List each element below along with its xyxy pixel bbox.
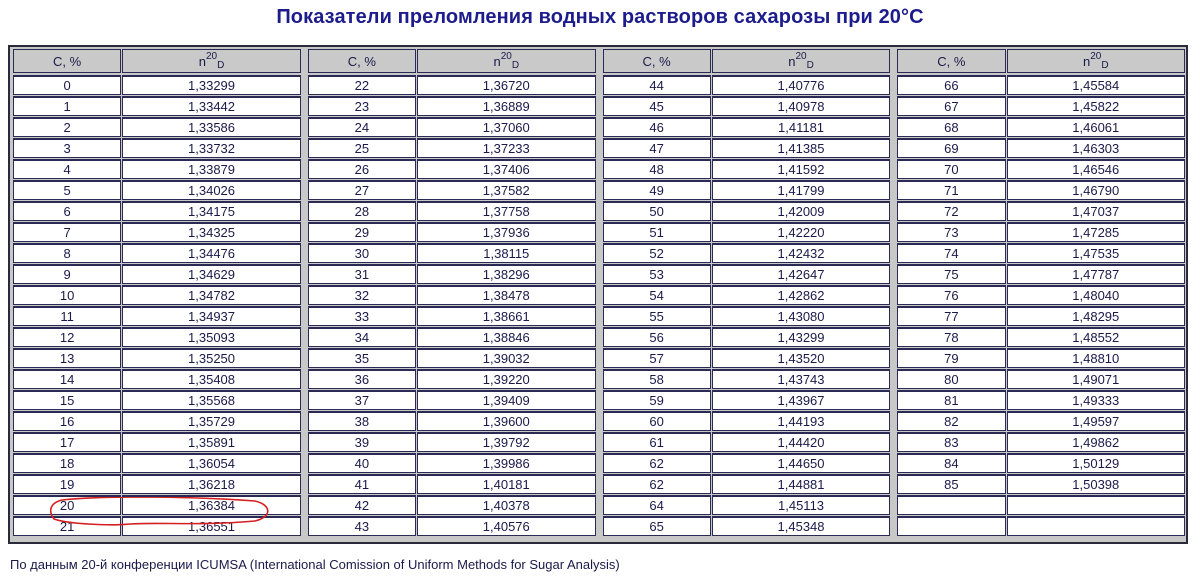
- concentration-cell: 64: [603, 495, 711, 515]
- table-row: [603, 284, 892, 305]
- table-row: [603, 494, 892, 515]
- refractive-index-cell: 1,35568: [122, 390, 300, 410]
- refractive-index-cell: 1,48810: [1007, 348, 1185, 368]
- table-row: [603, 347, 892, 368]
- concentration-cell: 18: [13, 453, 121, 473]
- concentration-cell: 81: [897, 390, 1005, 410]
- page-title: Показатели преломления водных растворов сахарозы при 20°C: [276, 6, 924, 28]
- table-row: [603, 326, 892, 347]
- header-symbol-subscript: D: [1101, 59, 1109, 71]
- concentration-cell: 70: [897, 159, 1005, 179]
- concentration-cell: 72: [897, 201, 1005, 221]
- table-header-row: [603, 47, 892, 74]
- refractive-index-cell: 1,46303: [1007, 138, 1185, 158]
- header-symbol-subscript: D: [806, 59, 814, 71]
- table-header-row: [897, 47, 1186, 74]
- table-row: [13, 284, 302, 305]
- concentration-cell: 28: [308, 201, 416, 221]
- refractive-index-cell: 1,42862: [712, 285, 890, 305]
- concentration-cell: 56: [603, 327, 711, 347]
- concentration-cell: 25: [308, 138, 416, 158]
- header-symbol-n: n: [1082, 53, 1091, 69]
- table-row: [13, 116, 302, 137]
- table-row: [308, 368, 597, 389]
- table-row: [897, 305, 1186, 326]
- refractive-index-cell: 1,36551: [122, 516, 300, 536]
- concentration-cell: 15: [13, 390, 121, 410]
- concentration-cell: 12: [13, 327, 121, 347]
- table-row: [308, 137, 597, 158]
- concentration-cell: 59: [603, 390, 711, 410]
- table-row: [308, 326, 597, 347]
- header-symbol-subscript: D: [511, 59, 520, 71]
- refractive-index-cell: 1,48552: [1007, 327, 1185, 347]
- refractive-index-cell: 1,40181: [417, 474, 595, 494]
- refractive-index-cell: 1,45822: [1007, 96, 1185, 116]
- table-row: [308, 389, 597, 410]
- concentration-cell: 45: [603, 96, 711, 116]
- refractive-index-cell: 1,35891: [122, 432, 300, 452]
- table-row: [308, 263, 597, 284]
- concentration-cell: 75: [897, 264, 1005, 284]
- concentration-cell: 76: [897, 285, 1005, 305]
- concentration-cell: 37: [308, 390, 416, 410]
- refractive-index-cell: 1,35729: [122, 411, 300, 431]
- table-row: [308, 494, 597, 515]
- refractive-index-cell: 1,37758: [417, 201, 595, 221]
- source-footnote: По данным 20-й конференции ICUMSA (International Comission of Uniform Methods for Sugar Analysis): [10, 557, 620, 572]
- table-row: [897, 74, 1186, 95]
- table-row: [897, 95, 1186, 116]
- table-group-1: [13, 47, 302, 542]
- table-row: [897, 452, 1186, 473]
- table-row: [897, 221, 1186, 242]
- refractive-index-cell: 1,38846: [417, 327, 595, 347]
- refractive-index-cell: 1,35093: [122, 327, 300, 347]
- concentration-cell: 5: [13, 180, 121, 200]
- table-row: [603, 431, 892, 452]
- table-row: [897, 410, 1186, 431]
- table-row: [308, 410, 597, 431]
- header-symbol-n: n: [493, 53, 501, 69]
- concentration-cell: 22: [308, 75, 416, 95]
- column-header-concentration: C, %: [897, 49, 1005, 73]
- refractive-index-cell: 1,44420: [712, 432, 890, 452]
- header-symbol-n: n: [788, 53, 796, 69]
- refractive-index-cell: 1,42009: [712, 201, 890, 221]
- concentration-cell: 23: [308, 96, 416, 116]
- table-row: [13, 221, 302, 242]
- header-symbol-superscript: 20: [500, 50, 512, 62]
- concentration-cell: 82: [897, 411, 1005, 431]
- concentration-cell: 65: [603, 516, 711, 536]
- concentration-cell: 58: [603, 369, 711, 389]
- refractive-index-cell: 1,34026: [122, 180, 300, 200]
- column-header-concentration: C, %: [603, 49, 711, 73]
- refractive-index-cell: 1,36889: [417, 96, 595, 116]
- table-row: [603, 263, 892, 284]
- table-row: [13, 347, 302, 368]
- refractive-index-cell: 1,43520: [712, 348, 890, 368]
- table-row: [308, 284, 597, 305]
- table-row: [308, 242, 597, 263]
- concentration-cell: 77: [897, 306, 1005, 326]
- refractive-index-cell: 1,46790: [1007, 180, 1185, 200]
- table-row: [603, 473, 892, 494]
- refractive-index-cell: 1,45584: [1007, 75, 1185, 95]
- concentration-cell: 62: [603, 474, 711, 494]
- concentration-cell: 66: [897, 75, 1005, 95]
- refractive-index-cell: 1,39792: [417, 432, 595, 452]
- refractive-index-cell: 1,40776: [712, 75, 890, 95]
- concentration-cell: 17: [13, 432, 121, 452]
- concentration-cell: 48: [603, 159, 711, 179]
- header-symbol-n: n: [198, 53, 206, 69]
- refractive-index-cell: 1,33732: [122, 138, 300, 158]
- header-symbol-subscript: D: [217, 59, 225, 71]
- concentration-cell: 6: [13, 201, 121, 221]
- refractive-index-cell: 1,47787: [1007, 264, 1185, 284]
- refractive-index-cell: 1,40576: [417, 516, 595, 536]
- table-row: [308, 116, 597, 137]
- concentration-cell: 53: [603, 264, 711, 284]
- refractive-index-cell: 1,44650: [712, 453, 890, 473]
- concentration-cell: 74: [897, 243, 1005, 263]
- table-row: [603, 368, 892, 389]
- refractive-index-cell: 1,45348: [712, 516, 890, 536]
- table-row: [603, 515, 892, 536]
- concentration-cell: 29: [308, 222, 416, 242]
- table-row: [897, 137, 1186, 158]
- table-row: [308, 200, 597, 221]
- table-row: [308, 347, 597, 368]
- refractive-index-cell: 1,46546: [1007, 159, 1185, 179]
- concentration-cell: 7: [13, 222, 121, 242]
- concentration-cell: 24: [308, 117, 416, 137]
- concentration-cell: 78: [897, 327, 1005, 347]
- refractive-index-cell: 1,36218: [122, 474, 300, 494]
- refractive-index-cell: 1,39986: [417, 453, 595, 473]
- concentration-cell: 4: [13, 159, 121, 179]
- table-row: [603, 410, 892, 431]
- table-row: [308, 158, 597, 179]
- table-row: [308, 473, 597, 494]
- table-group-4: [897, 47, 1186, 542]
- refractive-index-cell: 1,43743: [712, 369, 890, 389]
- concentration-cell: 41: [308, 474, 416, 494]
- refractive-index-cell: 1,47285: [1007, 222, 1185, 242]
- table-row: [13, 95, 302, 116]
- table-group-2: [308, 47, 597, 542]
- table-row: [603, 74, 892, 95]
- refractive-index-cell: 1,44193: [712, 411, 890, 431]
- table-row: [603, 389, 892, 410]
- refractive-index-cell: 1,38478: [417, 285, 595, 305]
- concentration-cell: 19: [13, 474, 121, 494]
- refractive-index-cell: [1007, 516, 1185, 536]
- table-row: [603, 95, 892, 116]
- refractive-index-cell: 1,43299: [712, 327, 890, 347]
- concentration-cell: 61: [603, 432, 711, 452]
- concentration-cell: 68: [897, 117, 1005, 137]
- refractive-index-cell: 1,49862: [1007, 432, 1185, 452]
- concentration-cell: 49: [603, 180, 711, 200]
- concentration-cell: [897, 516, 1005, 536]
- refractive-index-cell: 1,47535: [1007, 243, 1185, 263]
- concentration-cell: 11: [13, 306, 121, 326]
- concentration-cell: 47: [603, 138, 711, 158]
- refraction-table: [8, 45, 1188, 544]
- table-header-row: [13, 47, 302, 74]
- concentration-cell: 21: [13, 516, 121, 536]
- concentration-cell: 26: [308, 159, 416, 179]
- refractive-index-cell: 1,39409: [417, 390, 595, 410]
- concentration-cell: 67: [897, 96, 1005, 116]
- concentration-cell: 33: [308, 306, 416, 326]
- concentration-cell: 2: [13, 117, 121, 137]
- concentration-cell: 40: [308, 453, 416, 473]
- table-row: [897, 242, 1186, 263]
- column-header-refractive-index: [712, 49, 890, 73]
- concentration-cell: 42: [308, 495, 416, 515]
- table-row: [13, 494, 302, 515]
- table-row: [13, 242, 302, 263]
- concentration-cell: 32: [308, 285, 416, 305]
- table-row: [13, 431, 302, 452]
- concentration-cell: 84: [897, 453, 1005, 473]
- refractive-index-cell: 1,41385: [712, 138, 890, 158]
- concentration-cell: 46: [603, 117, 711, 137]
- refractive-index-cell: 1,36384: [122, 495, 300, 515]
- refractive-index-cell: 1,35408: [122, 369, 300, 389]
- column-header-refractive-index: [122, 49, 300, 73]
- refractive-index-cell: 1,49071: [1007, 369, 1185, 389]
- header-symbol-superscript: 20: [1090, 50, 1102, 62]
- concentration-cell: 31: [308, 264, 416, 284]
- refractive-index-cell: 1,41799: [712, 180, 890, 200]
- column-header-concentration: C, %: [13, 49, 121, 73]
- refractive-index-cell: 1,39032: [417, 348, 595, 368]
- refractive-index-cell: 1,33879: [122, 159, 300, 179]
- refractive-index-cell: 1,39600: [417, 411, 595, 431]
- concentration-cell: 30: [308, 243, 416, 263]
- refractive-index-cell: 1,41592: [712, 159, 890, 179]
- refractive-index-cell: 1,34629: [122, 264, 300, 284]
- refractive-index-cell: 1,47037: [1007, 201, 1185, 221]
- table-row: [603, 305, 892, 326]
- refractive-index-cell: 1,45113: [712, 495, 890, 515]
- refractive-index-cell: 1,37582: [417, 180, 595, 200]
- refractive-index-cell: 1,33299: [122, 75, 300, 95]
- table-row: [308, 305, 597, 326]
- concentration-cell: 80: [897, 369, 1005, 389]
- refractive-index-cell: 1,49333: [1007, 390, 1185, 410]
- table-row: [13, 200, 302, 221]
- concentration-cell: 55: [603, 306, 711, 326]
- concentration-cell: 52: [603, 243, 711, 263]
- concentration-cell: 54: [603, 285, 711, 305]
- concentration-cell: 35: [308, 348, 416, 368]
- refractive-index-cell: 1,42432: [712, 243, 890, 263]
- table-row: [897, 263, 1186, 284]
- concentration-cell: 9: [13, 264, 121, 284]
- refractive-index-cell: 1,50129: [1007, 453, 1185, 473]
- refractive-index-cell: 1,40978: [712, 96, 890, 116]
- table-row: [308, 452, 597, 473]
- refractive-index-cell: 1,34175: [122, 201, 300, 221]
- refractive-index-cell: 1,37233: [417, 138, 595, 158]
- table-row: [603, 242, 892, 263]
- table-group-3: [603, 47, 892, 542]
- refractive-index-cell: 1,35250: [122, 348, 300, 368]
- table-row: [308, 95, 597, 116]
- table-row: [603, 221, 892, 242]
- table-row: [603, 158, 892, 179]
- table-row: [308, 74, 597, 95]
- concentration-cell: 44: [603, 75, 711, 95]
- table-row: [897, 116, 1186, 137]
- concentration-cell: 14: [13, 369, 121, 389]
- table-row: [13, 368, 302, 389]
- concentration-cell: 85: [897, 474, 1005, 494]
- table-row: [897, 494, 1186, 515]
- table-row: [308, 221, 597, 242]
- column-header-concentration: C, %: [308, 49, 416, 73]
- concentration-cell: 57: [603, 348, 711, 368]
- refractive-index-cell: 1,36720: [417, 75, 595, 95]
- concentration-cell: 69: [897, 138, 1005, 158]
- table-row: [897, 347, 1186, 368]
- table-row: [603, 200, 892, 221]
- refractive-index-cell: 1,37060: [417, 117, 595, 137]
- refractive-index-cell: 1,34937: [122, 306, 300, 326]
- refractive-index-cell: 1,42220: [712, 222, 890, 242]
- table-row: [13, 389, 302, 410]
- concentration-cell: 1: [13, 96, 121, 116]
- table-row: [603, 137, 892, 158]
- table-row: [897, 473, 1186, 494]
- concentration-cell: 36: [308, 369, 416, 389]
- refractive-index-cell: [1007, 495, 1185, 515]
- concentration-cell: 13: [13, 348, 121, 368]
- table-row: [308, 515, 597, 536]
- refractive-index-cell: 1,33442: [122, 96, 300, 116]
- concentration-cell: 62: [603, 453, 711, 473]
- refractive-index-cell: 1,50398: [1007, 474, 1185, 494]
- refractive-index-cell: 1,43080: [712, 306, 890, 326]
- table-row: [13, 410, 302, 431]
- table-row: [13, 263, 302, 284]
- refractive-index-cell: 1,48040: [1007, 285, 1185, 305]
- table-row: [13, 74, 302, 95]
- table-row: [13, 515, 302, 536]
- concentration-cell: 60: [603, 411, 711, 431]
- refractive-index-cell: 1,34782: [122, 285, 300, 305]
- concentration-cell: 51: [603, 222, 711, 242]
- refractive-index-cell: 1,38296: [417, 264, 595, 284]
- table-row: [897, 158, 1186, 179]
- table-row: [13, 179, 302, 200]
- table-row: [897, 431, 1186, 452]
- concentration-cell: 79: [897, 348, 1005, 368]
- table-row: [13, 158, 302, 179]
- refractive-index-cell: 1,44881: [712, 474, 890, 494]
- concentration-cell: 8: [13, 243, 121, 263]
- concentration-cell: 38: [308, 411, 416, 431]
- table-row: [897, 179, 1186, 200]
- concentration-cell: [897, 495, 1005, 515]
- header-symbol-superscript: 20: [795, 50, 807, 62]
- concentration-cell: 0: [13, 75, 121, 95]
- refractive-index-cell: 1,42647: [712, 264, 890, 284]
- refractive-index-cell: 1,48295: [1007, 306, 1185, 326]
- refractive-index-cell: 1,43967: [712, 390, 890, 410]
- table-row: [897, 326, 1186, 347]
- refractive-index-cell: 1,46061: [1007, 117, 1185, 137]
- header-symbol-superscript: 20: [205, 50, 218, 62]
- table-header-row: [308, 47, 597, 74]
- table-row: [897, 284, 1186, 305]
- concentration-cell: 39: [308, 432, 416, 452]
- refractive-index-cell: 1,34476: [122, 243, 300, 263]
- table-row: [897, 389, 1186, 410]
- refractive-index-cell: 1,49597: [1007, 411, 1185, 431]
- refractive-index-cell: 1,37936: [417, 222, 595, 242]
- refractive-index-cell: 1,38661: [417, 306, 595, 326]
- refractive-index-cell: 1,36054: [122, 453, 300, 473]
- concentration-cell: 20: [13, 495, 121, 515]
- concentration-cell: 10: [13, 285, 121, 305]
- column-header-refractive-index: [1007, 49, 1185, 73]
- table-row: [13, 326, 302, 347]
- concentration-cell: 43: [308, 516, 416, 536]
- table-row: [308, 431, 597, 452]
- concentration-cell: 50: [603, 201, 711, 221]
- concentration-cell: 3: [13, 138, 121, 158]
- concentration-cell: 27: [308, 180, 416, 200]
- table-row: [603, 179, 892, 200]
- table-row: [603, 452, 892, 473]
- table-row: [897, 515, 1186, 536]
- refractive-index-cell: 1,33586: [122, 117, 300, 137]
- refractive-index-cell: 1,41181: [712, 117, 890, 137]
- concentration-cell: 16: [13, 411, 121, 431]
- column-header-refractive-index: [417, 49, 595, 73]
- table-row: [603, 116, 892, 137]
- concentration-cell: 73: [897, 222, 1005, 242]
- concentration-cell: 83: [897, 432, 1005, 452]
- table-row: [308, 179, 597, 200]
- refractive-index-cell: 1,34325: [122, 222, 300, 242]
- refractive-index-cell: 1,37406: [417, 159, 595, 179]
- table-row: [897, 368, 1186, 389]
- concentration-cell: 71: [897, 180, 1005, 200]
- table-row: [13, 473, 302, 494]
- refractive-index-cell: 1,38115: [417, 243, 595, 263]
- refractive-index-cell: 1,40378: [417, 495, 595, 515]
- table-row: [13, 137, 302, 158]
- table-row: [13, 452, 302, 473]
- concentration-cell: 34: [308, 327, 416, 347]
- table-row: [897, 200, 1186, 221]
- table-row: [13, 305, 302, 326]
- refractive-index-cell: 1,39220: [417, 369, 595, 389]
